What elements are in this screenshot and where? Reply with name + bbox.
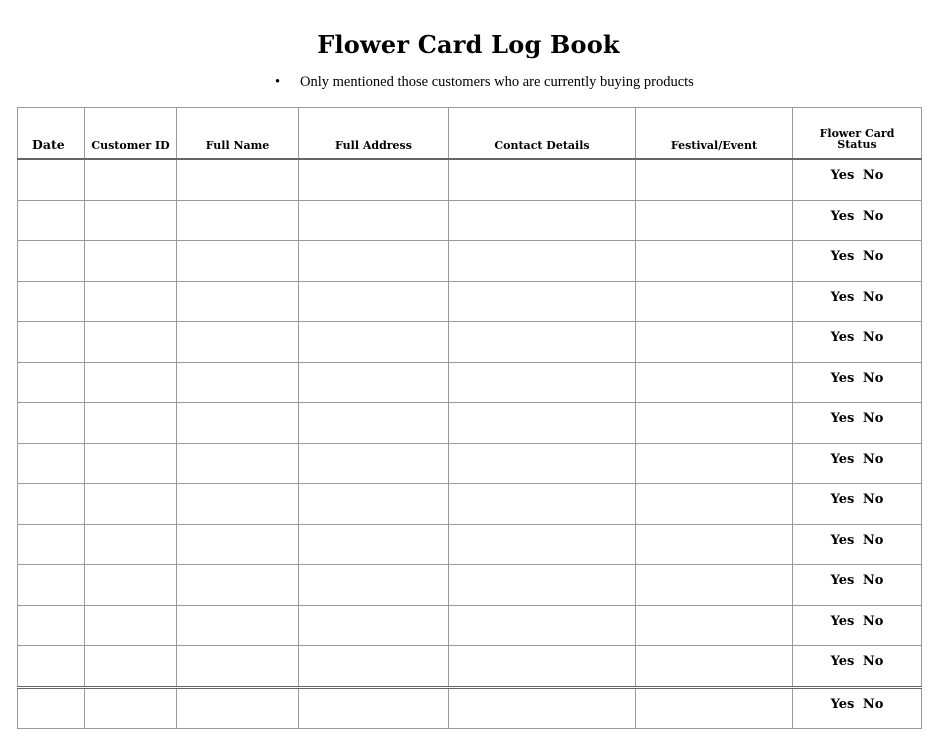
cell-date[interactable] bbox=[18, 565, 85, 606]
cell-date[interactable] bbox=[18, 241, 85, 282]
cell-date[interactable] bbox=[18, 200, 85, 241]
cell-full-name[interactable] bbox=[177, 565, 299, 606]
cell-full-name[interactable] bbox=[177, 524, 299, 565]
header-row bbox=[18, 108, 922, 160]
cell-date[interactable] bbox=[18, 605, 85, 646]
header-customer-id: Customer ID bbox=[85, 108, 177, 160]
cell-festival-event[interactable] bbox=[636, 443, 793, 484]
table-row bbox=[18, 403, 922, 444]
cell-contact-details[interactable] bbox=[449, 200, 636, 241]
cell-festival-event[interactable] bbox=[636, 605, 793, 646]
cell-festival-event[interactable] bbox=[636, 524, 793, 565]
table-row bbox=[18, 281, 922, 322]
cell-flower-card-status[interactable]: Yes No bbox=[793, 524, 922, 565]
cell-festival-event[interactable] bbox=[636, 565, 793, 606]
cell-full-address[interactable] bbox=[299, 241, 449, 282]
cell-date[interactable] bbox=[18, 281, 85, 322]
cell-customer-id[interactable] bbox=[85, 200, 177, 241]
header-contact-details: Contact Details bbox=[449, 108, 636, 160]
cell-flower-card-status[interactable]: Yes No bbox=[793, 241, 922, 282]
cell-customer-id[interactable] bbox=[85, 687, 177, 729]
table-row bbox=[18, 443, 922, 484]
header-full-name: Full Name bbox=[177, 108, 299, 160]
header-full-address: Full Address bbox=[299, 108, 449, 160]
cell-full-name[interactable] bbox=[177, 687, 299, 729]
cell-festival-event[interactable] bbox=[636, 484, 793, 525]
table-row bbox=[18, 362, 922, 403]
cell-full-name[interactable] bbox=[177, 322, 299, 363]
cell-flower-card-status[interactable]: Yes No bbox=[793, 159, 922, 200]
cell-customer-id[interactable] bbox=[85, 565, 177, 606]
cell-festival-event[interactable] bbox=[636, 687, 793, 729]
cell-full-address[interactable] bbox=[299, 605, 449, 646]
cell-customer-id[interactable] bbox=[85, 484, 177, 525]
cell-festival-event[interactable] bbox=[636, 241, 793, 282]
cell-flower-card-status[interactable]: Yes No bbox=[793, 200, 922, 241]
cell-contact-details[interactable] bbox=[449, 281, 636, 322]
cell-full-name[interactable] bbox=[177, 281, 299, 322]
cell-date[interactable] bbox=[18, 443, 85, 484]
cell-full-address[interactable] bbox=[299, 687, 449, 729]
cell-contact-details[interactable] bbox=[449, 322, 636, 363]
table-row bbox=[18, 484, 922, 525]
cell-customer-id[interactable] bbox=[85, 443, 177, 484]
cell-contact-details[interactable] bbox=[449, 362, 636, 403]
cell-full-address[interactable] bbox=[299, 524, 449, 565]
cell-date[interactable] bbox=[18, 362, 85, 403]
cell-contact-details[interactable] bbox=[449, 241, 636, 282]
table-row bbox=[18, 565, 922, 606]
header-flower-card-status: Flower Card Status bbox=[793, 108, 922, 160]
note-text: Only mentioned those customers who are currently buying products bbox=[300, 74, 694, 90]
cell-contact-details[interactable] bbox=[449, 565, 636, 606]
cell-contact-details[interactable] bbox=[449, 403, 636, 444]
page-title: Flower Card Log Book bbox=[317, 30, 620, 59]
header-festival-event: Festival/Event bbox=[636, 108, 793, 160]
cell-full-address[interactable] bbox=[299, 159, 449, 200]
table-row bbox=[18, 200, 922, 241]
instruction-note bbox=[275, 74, 694, 91]
table-row bbox=[18, 646, 922, 688]
cell-contact-details[interactable] bbox=[449, 687, 636, 729]
cell-contact-details[interactable] bbox=[449, 159, 636, 200]
table-row bbox=[18, 605, 922, 646]
cell-full-address[interactable] bbox=[299, 322, 449, 363]
table-row bbox=[18, 687, 922, 729]
cell-festival-event[interactable] bbox=[636, 646, 793, 688]
cell-full-name[interactable] bbox=[177, 443, 299, 484]
cell-full-address[interactable] bbox=[299, 403, 449, 444]
cell-date[interactable] bbox=[18, 159, 85, 200]
cell-festival-event[interactable] bbox=[636, 159, 793, 200]
cell-flower-card-status[interactable]: Yes No bbox=[793, 484, 922, 525]
cell-full-name[interactable] bbox=[177, 484, 299, 525]
cell-customer-id[interactable] bbox=[85, 159, 177, 200]
cell-contact-details[interactable] bbox=[449, 524, 636, 565]
log-table bbox=[17, 107, 922, 729]
cell-flower-card-status[interactable]: Yes No bbox=[793, 403, 922, 444]
cell-flower-card-status[interactable]: Yes No bbox=[793, 687, 922, 729]
cell-flower-card-status[interactable]: Yes No bbox=[793, 565, 922, 606]
cell-festival-event[interactable] bbox=[636, 322, 793, 363]
cell-full-address[interactable] bbox=[299, 443, 449, 484]
cell-full-address[interactable] bbox=[299, 200, 449, 241]
table-row bbox=[18, 159, 922, 200]
cell-full-name[interactable] bbox=[177, 200, 299, 241]
cell-festival-event[interactable] bbox=[636, 362, 793, 403]
cell-full-name[interactable] bbox=[177, 362, 299, 403]
cell-customer-id[interactable] bbox=[85, 646, 177, 688]
cell-full-name[interactable] bbox=[177, 159, 299, 200]
cell-date[interactable] bbox=[18, 687, 85, 729]
cell-flower-card-status[interactable]: Yes No bbox=[793, 605, 922, 646]
cell-full-address[interactable] bbox=[299, 646, 449, 688]
cell-full-name[interactable] bbox=[177, 646, 299, 688]
cell-flower-card-status[interactable]: Yes No bbox=[793, 281, 922, 322]
header-date: Date bbox=[18, 108, 85, 160]
cell-customer-id[interactable] bbox=[85, 524, 177, 565]
cell-full-address[interactable] bbox=[299, 281, 449, 322]
cell-flower-card-status[interactable]: Yes No bbox=[793, 362, 922, 403]
cell-full-name[interactable] bbox=[177, 605, 299, 646]
table-row bbox=[18, 524, 922, 565]
cell-customer-id[interactable] bbox=[85, 281, 177, 322]
cell-festival-event[interactable] bbox=[636, 403, 793, 444]
cell-flower-card-status[interactable]: Yes No bbox=[793, 322, 922, 363]
table-row bbox=[18, 241, 922, 282]
cell-full-name[interactable] bbox=[177, 403, 299, 444]
cell-contact-details[interactable] bbox=[449, 443, 636, 484]
cell-full-name[interactable] bbox=[177, 241, 299, 282]
cell-customer-id[interactable] bbox=[85, 241, 177, 282]
cell-full-address[interactable] bbox=[299, 484, 449, 525]
cell-customer-id[interactable] bbox=[85, 362, 177, 403]
cell-date[interactable] bbox=[18, 322, 85, 363]
cell-contact-details[interactable] bbox=[449, 646, 636, 688]
cell-date[interactable] bbox=[18, 646, 85, 688]
bullet-icon: • bbox=[275, 74, 281, 90]
cell-customer-id[interactable] bbox=[85, 322, 177, 363]
table-row bbox=[18, 322, 922, 363]
cell-contact-details[interactable] bbox=[449, 605, 636, 646]
cell-customer-id[interactable] bbox=[85, 605, 177, 646]
cell-flower-card-status[interactable]: Yes No bbox=[793, 646, 922, 688]
cell-festival-event[interactable] bbox=[636, 281, 793, 322]
cell-full-address[interactable] bbox=[299, 565, 449, 606]
cell-date[interactable] bbox=[18, 524, 85, 565]
cell-date[interactable] bbox=[18, 403, 85, 444]
cell-full-address[interactable] bbox=[299, 362, 449, 403]
cell-flower-card-status[interactable]: Yes No bbox=[793, 443, 922, 484]
cell-festival-event[interactable] bbox=[636, 200, 793, 241]
cell-date[interactable] bbox=[18, 484, 85, 525]
cell-contact-details[interactable] bbox=[449, 484, 636, 525]
cell-customer-id[interactable] bbox=[85, 403, 177, 444]
